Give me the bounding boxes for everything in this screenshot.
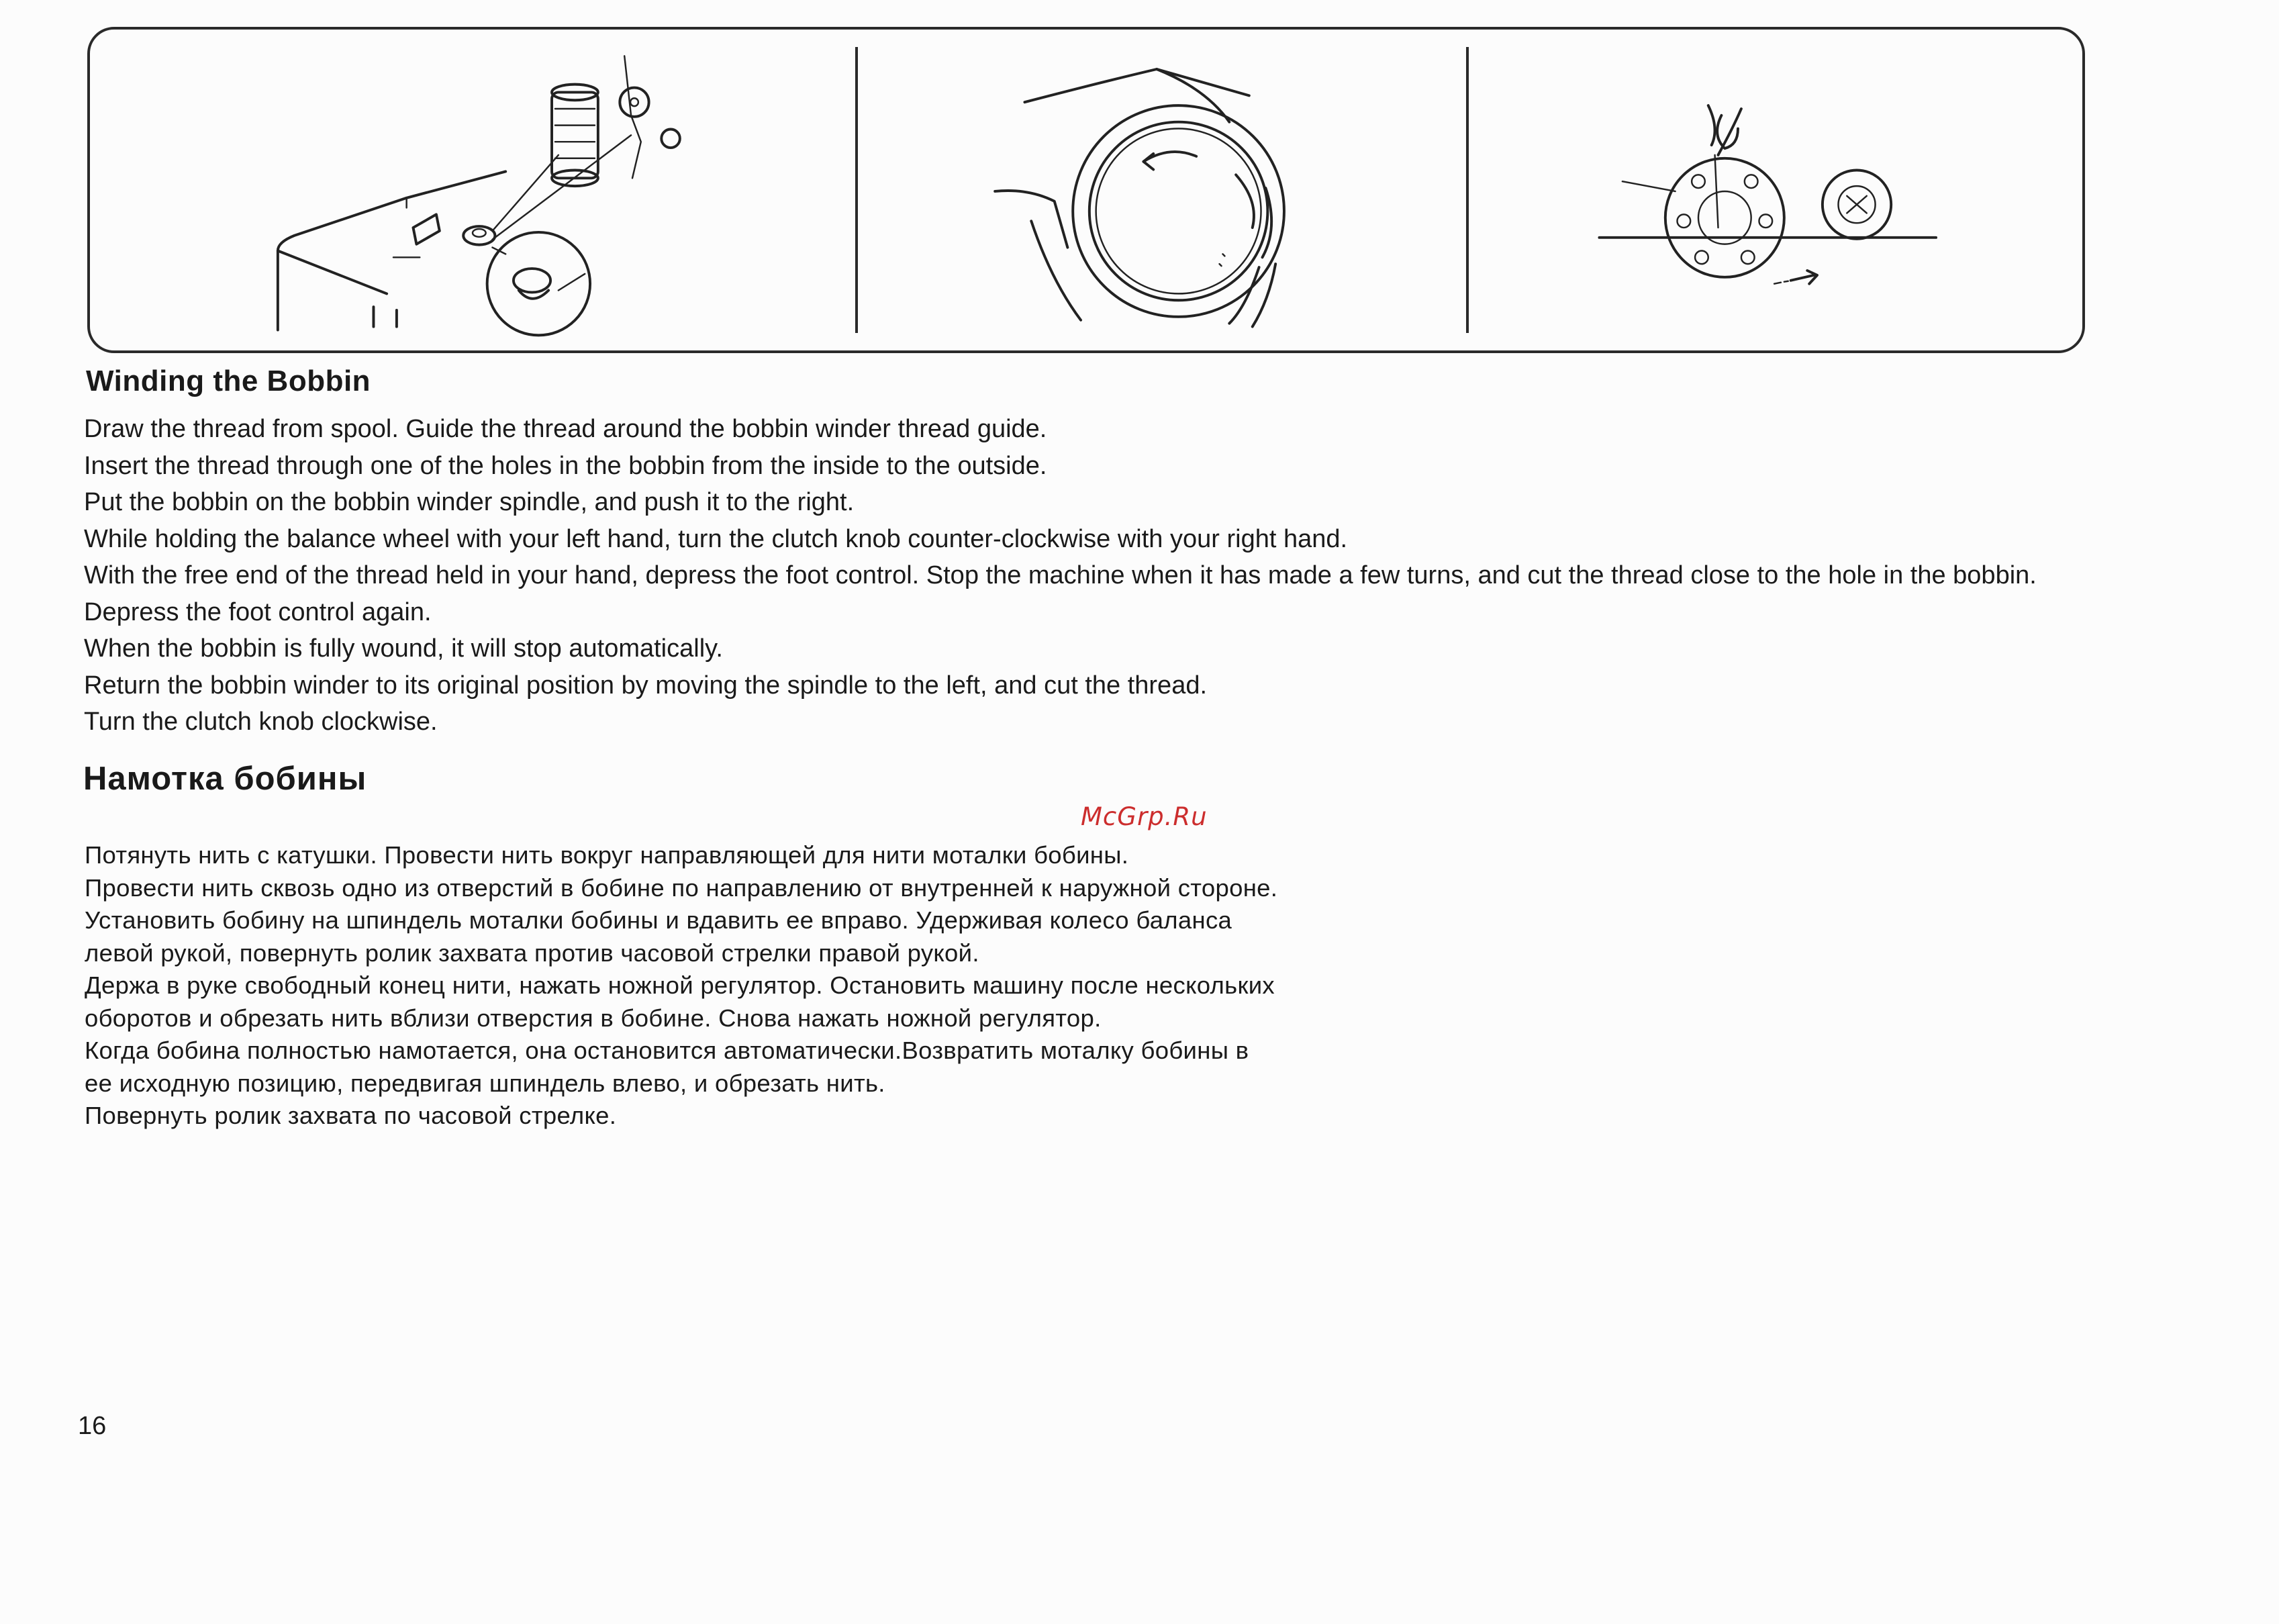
section-title-english: Winding the Bobbin xyxy=(86,365,371,397)
instruction-paragraph: Put the bobbin on the bobbin winder spindle, and push it to the right. xyxy=(84,488,855,516)
instruction-line: Потянуть нить с катушки. Провести нить вокруг направляющей для нити моталки бобины. xyxy=(85,841,1129,869)
bobbin-winder-thread-guide-icon xyxy=(90,30,855,350)
illustration-panel-bobbin-in-hand xyxy=(858,30,1466,350)
bobbin-in-hand-icon xyxy=(858,30,1466,350)
instruction-paragraph: While holding the balance wheel with your left hand, turn the clutch knob counter-clockwise with your right hand. xyxy=(84,524,1348,553)
instruction-line: Повернуть ролик захвата по часовой стрелке. xyxy=(85,1102,617,1129)
illustration-panel-thread-guide xyxy=(90,30,855,350)
instruction-line: левой рукой, повернуть ролик захвата против часовой стрелки правой рукой. xyxy=(85,939,979,967)
instruction-line: Держа в руке свободный конец нити, нажать ножной регулятор. Остановить машину после нескольких xyxy=(85,971,1275,999)
illustration-strip xyxy=(87,27,2085,353)
instruction-paragraph: Draw the thread from spool. Guide the thread around the bobbin winder thread guide. xyxy=(84,415,1047,443)
instruction-paragraph: With the free end of the thread held in your hand, depress the foot control. Stop the machine when it has made a few turns, and cut the thread close to the hole in the bobbin. Depress the foot control again. xyxy=(84,561,2037,626)
section-title-russian: Намотка бобины xyxy=(83,761,367,797)
bobbin-on-spindle-icon xyxy=(1469,30,2085,350)
watermark: McGrp.Ru xyxy=(1081,802,1208,831)
instruction-paragraph: Insert the thread through one of the holes in the bobbin from the inside to the outside. xyxy=(84,451,1047,480)
instruction-line: Когда бобина полностью намотается, она остановится автоматически.Возвратить моталку бобины в xyxy=(85,1037,1249,1064)
instruction-line: Провести нить сквозь одно из отверстий в бобине по направлению от внутренней к наружной стороне. xyxy=(85,873,1278,902)
instruction-line: Установить бобину на шпиндель моталки бобины и вдавить ее вправо. Удерживая колесо баланса xyxy=(85,906,1232,934)
page-number: 16 xyxy=(78,1412,107,1440)
instruction-line: ее исходную позицию, передвигая шпиндель влево, и обрезать нить. xyxy=(85,1069,885,1097)
instruction-line: оборотов и обрезать нить вблизи отверстия в бобине. Снова нажать ножной регулятор. xyxy=(85,1004,1102,1032)
instructions-russian xyxy=(85,839,1629,1133)
instructions-english xyxy=(84,411,2111,741)
instruction-paragraph: Return the bobbin winder to its original position by moving the spindle to the left, and cut the thread. xyxy=(84,671,1208,700)
illustration-panel-bobbin-on-spindle xyxy=(1469,30,2085,350)
instruction-paragraph: Turn the clutch knob clockwise. xyxy=(84,708,438,736)
instruction-paragraph: When the bobbin is fully wound, it will stop automatically. xyxy=(84,634,723,663)
